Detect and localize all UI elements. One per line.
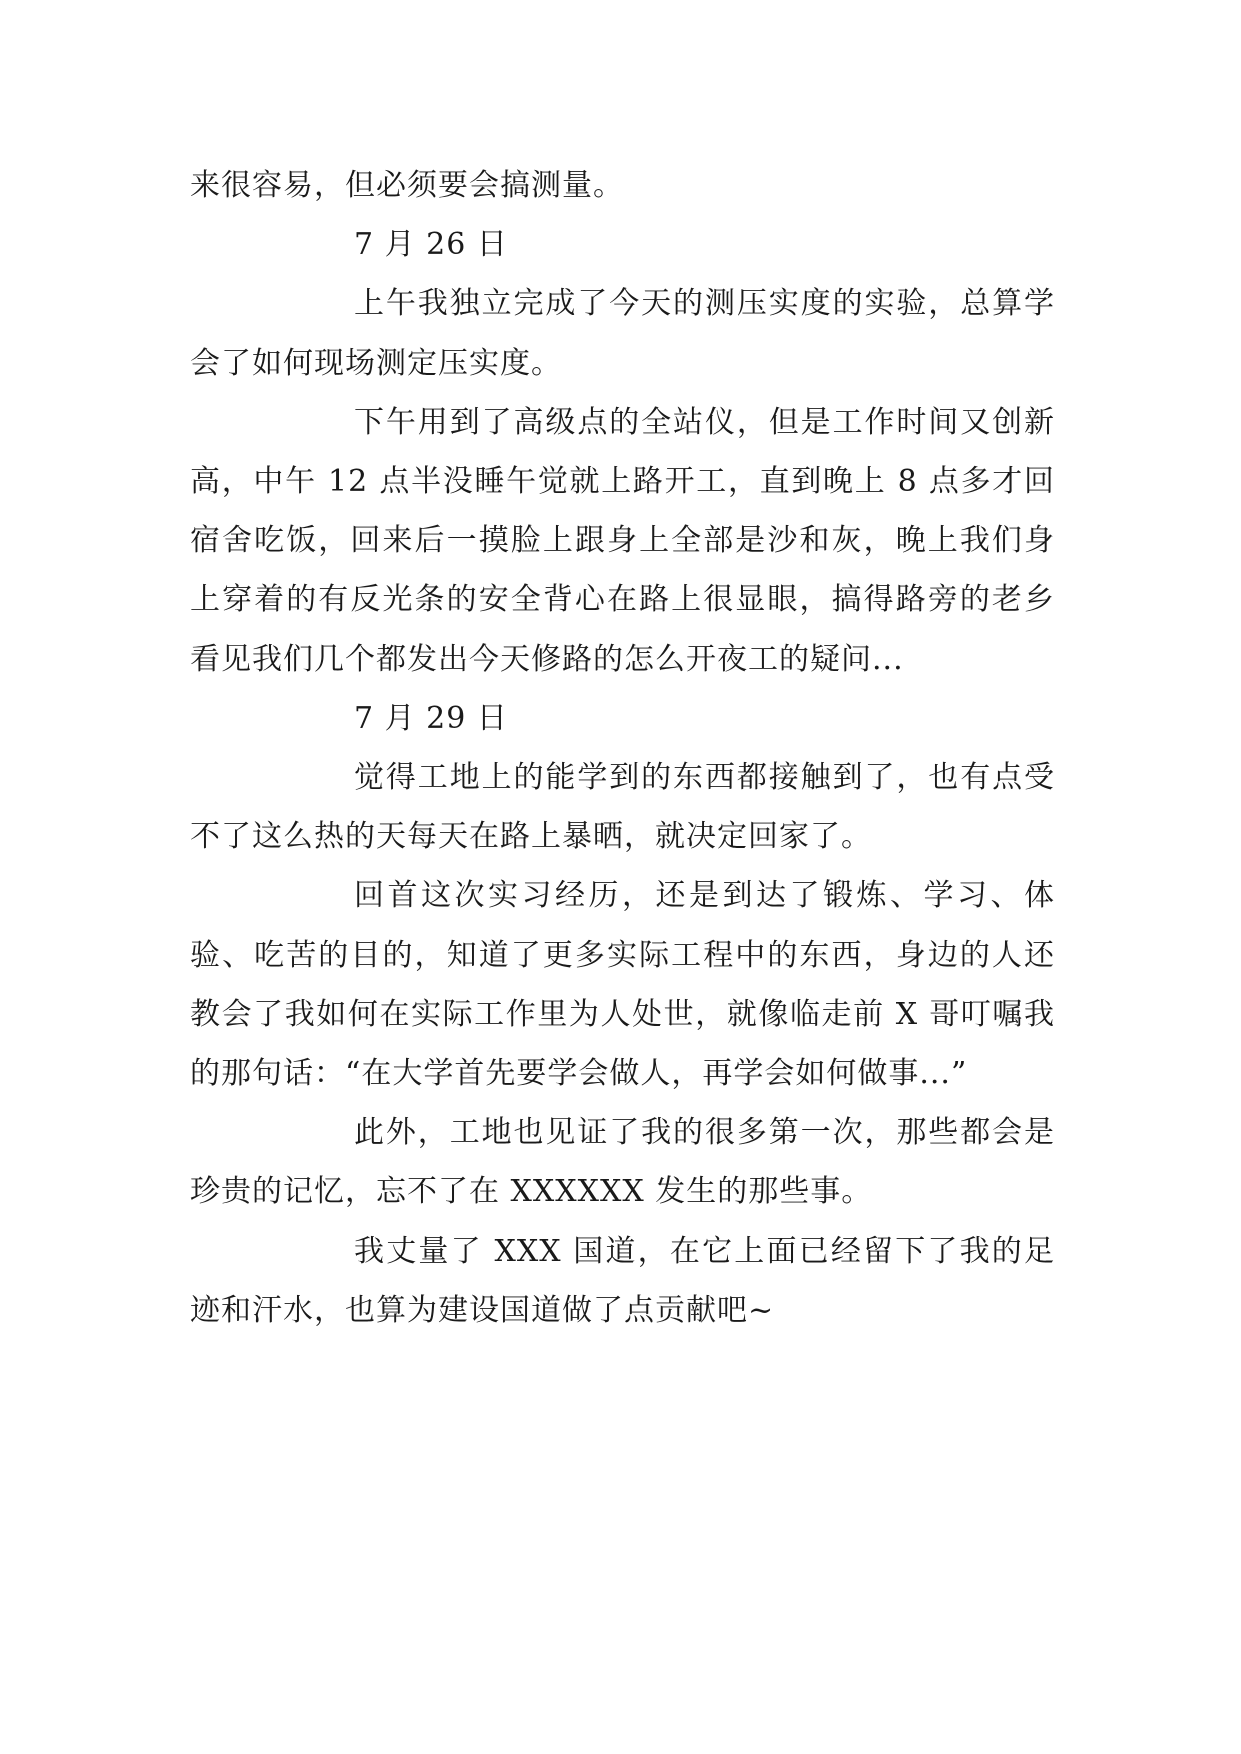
paragraph-morning-compaction-test: 上午我独立完成了今天的测压实度的实验，总算学会了如何现场测定压实度。 — [190, 286, 1055, 381]
paragraph-national-road: 我丈量了 XXX 国道，在它上面已经留下了我的足迹和汗水，也算为建设国道做了点贡献吧~ — [190, 1233, 1055, 1328]
paragraph-continuation: 来很容易，但必须要会搞测量。 — [190, 168, 624, 203]
document-body — [190, 156, 1055, 1340]
paragraph-afternoon-total-station: 下午用到了高级点的全站仪，但是工作时间又创新高，中午 12 点半没睡午觉就上路开工，直到晚上 8 点多才回宿舍吃饭，回来后一摸脸上跟身上全部是沙和灰，晚上我们身上穿着的有反光条的安全背心在路上很显眼，搞得路旁的老乡看见我们几个都发出今天修路的怎么开夜工的疑问... — [190, 404, 1055, 677]
date-heading-jul-26: 7 月 26 日 — [354, 227, 508, 263]
paragraph-decided-go-home: 觉得工地上的能学到的东西都接触到了，也有点受不了这么热的天每天在路上暴晒，就决定回家了。 — [190, 760, 1055, 855]
paragraph-first-times: 此外，工地也见证了我的很多第一次，那些都会是珍贵的记忆，忘不了在 XXXXXX 发生的那些事。 — [190, 1115, 1055, 1210]
date-heading-jul-29: 7 月 29 日 — [354, 700, 508, 736]
paragraph-internship-review: 回首这次实习经历，还是到达了锻炼、学习、体验、吃苦的目的，知道了更多实际工程中的东西，身边的人还教会了我如何在实际工作里为人处世，就像临走前 X 哥叮嘱我的那句话：“在大学首先要学会做人，再学会如何做事...” — [190, 878, 1055, 1092]
